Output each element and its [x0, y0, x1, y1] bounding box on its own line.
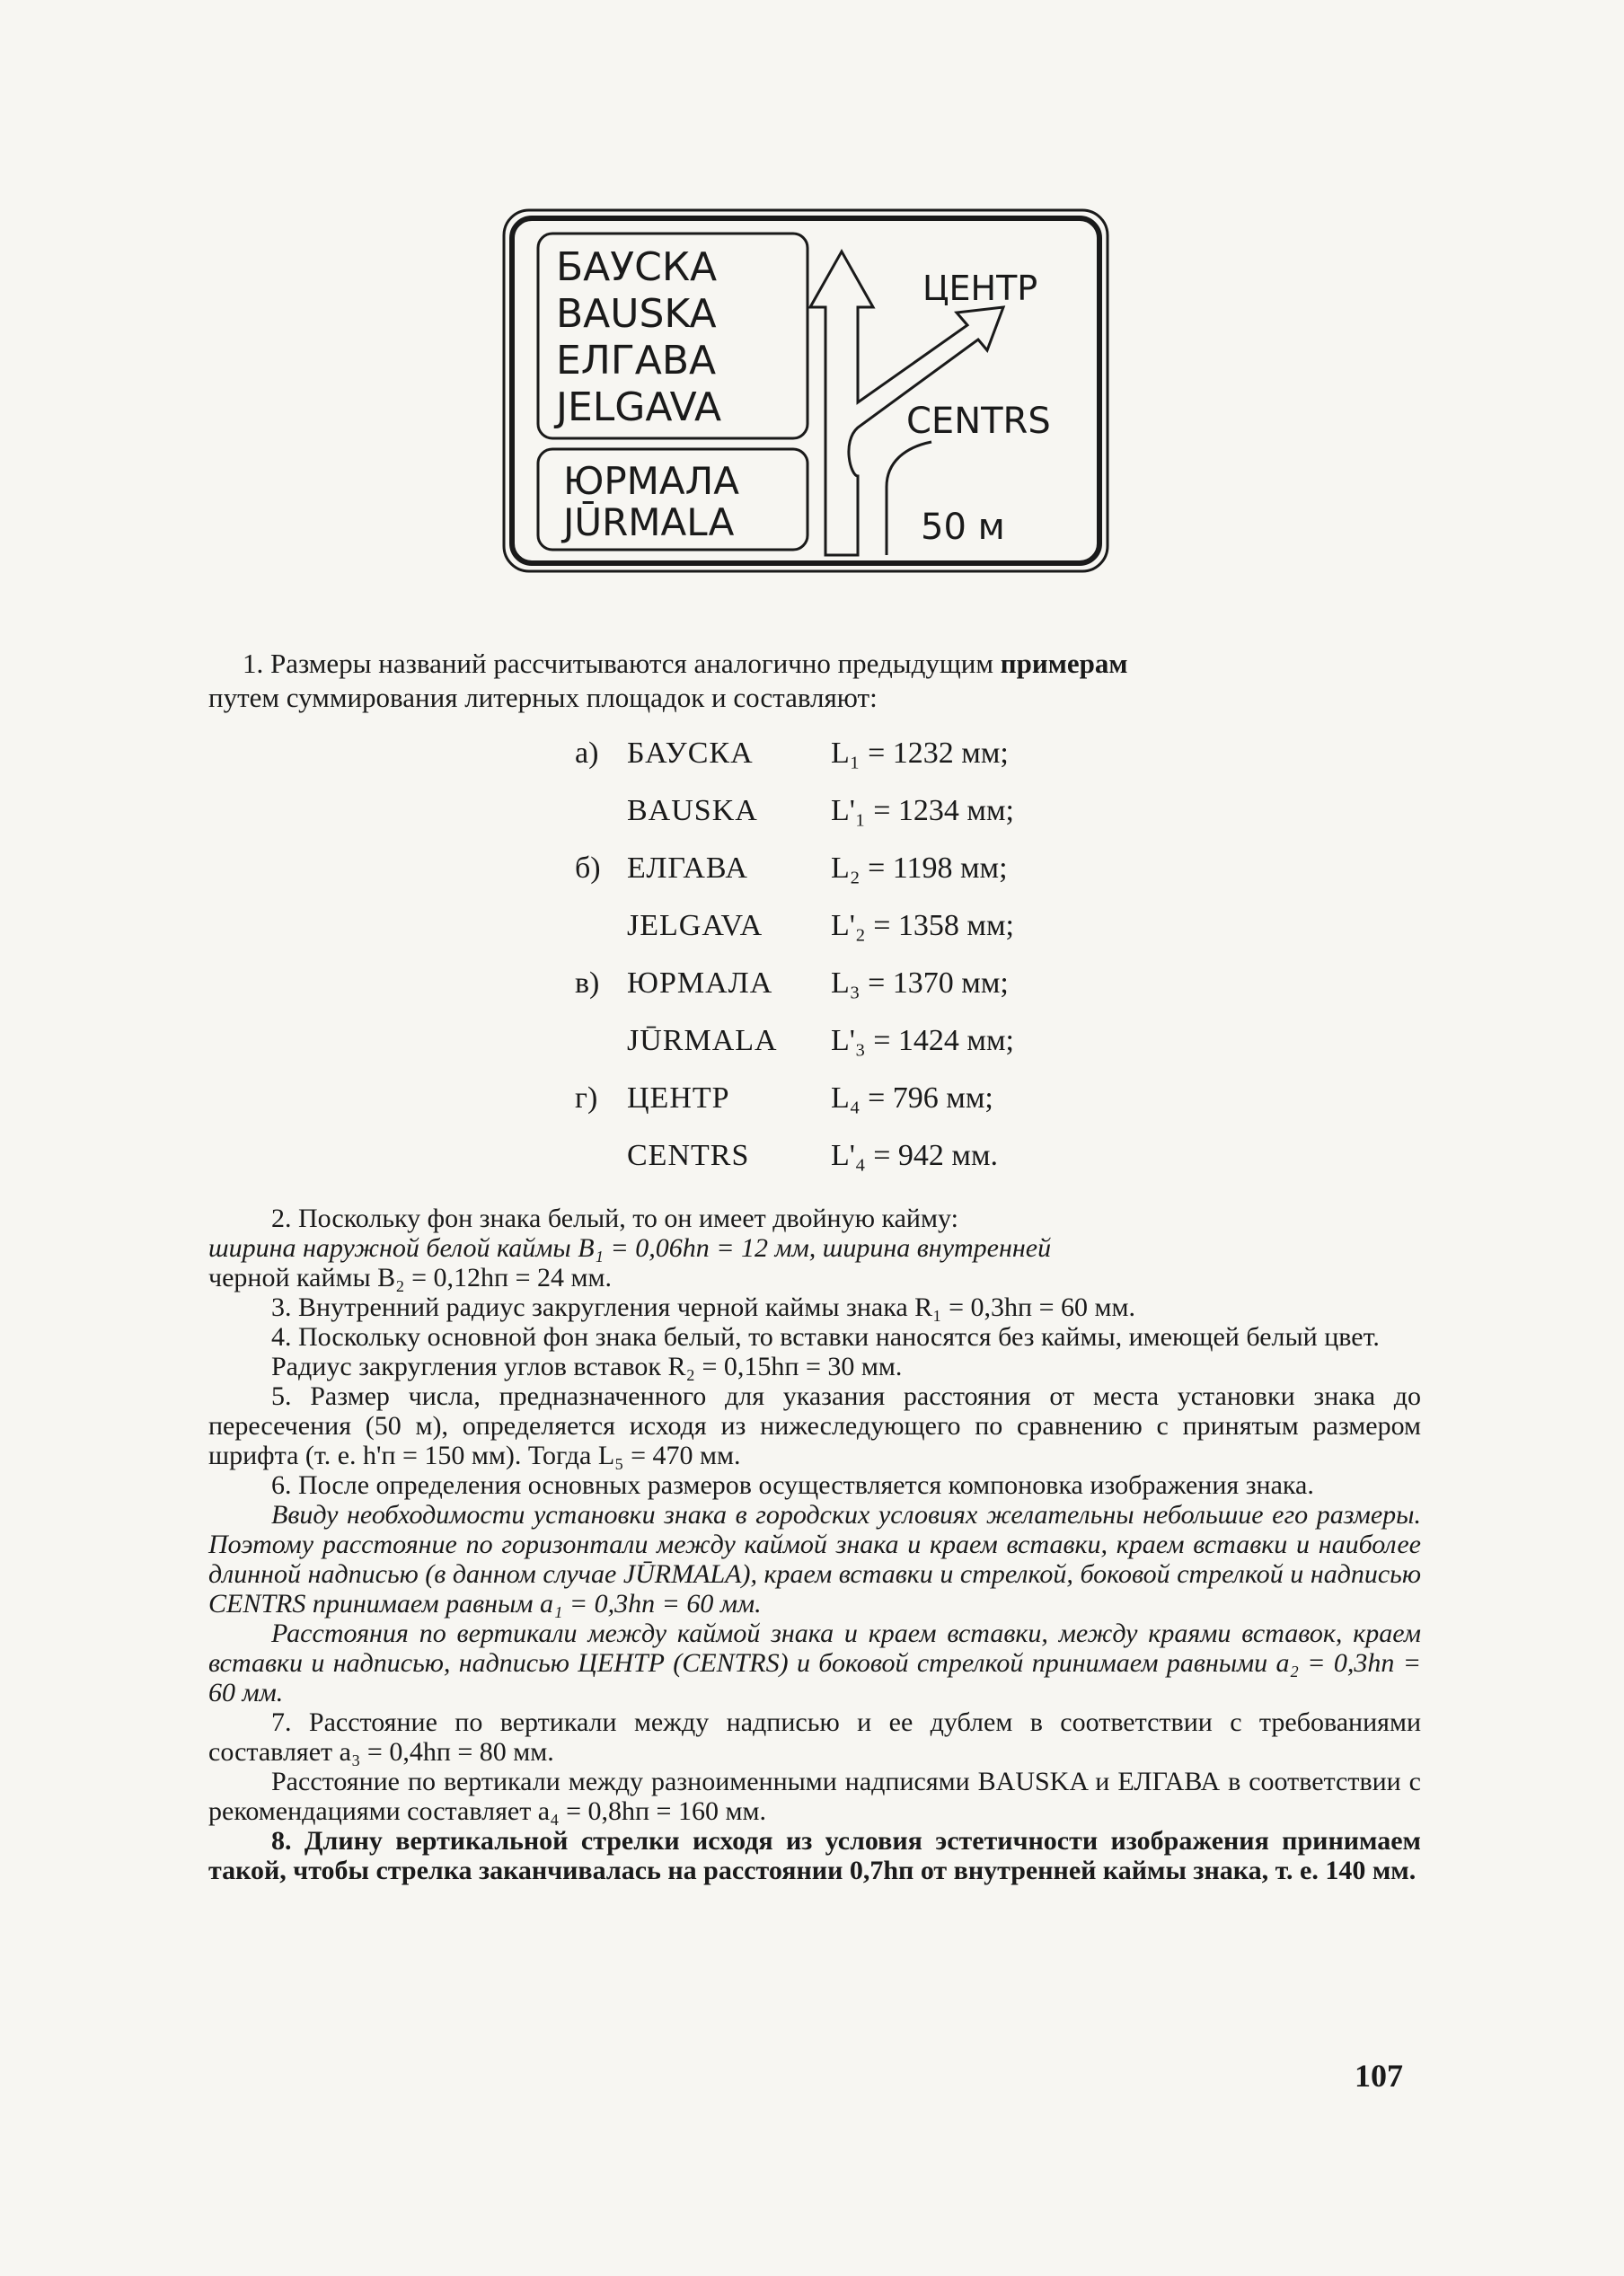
paragraph-4: 4. Поскольку основной фон знака белый, то вставки наносятся без каймы, имеющей белый цвет. — [271, 1322, 1380, 1352]
item-1-text-a: 1. Размеры названий рассчитываются аналогично предыдущим — [243, 648, 1001, 679]
item-1-line-2: путем суммирования литерных площадок и составляют: — [208, 682, 878, 713]
list-label: а) — [575, 737, 599, 770]
paragraph-4b: Радиус закругления углов вставок R₂ = 0,15hп = 30 мм. — [271, 1352, 903, 1381]
list-name: БАУСКА — [627, 737, 754, 770]
road-sign-figure — [500, 207, 1111, 575]
list-item — [575, 851, 1186, 909]
paragraph-6: 6. После определения основных размеров осуществляется компоновка изображения знака. — [271, 1470, 1314, 1500]
list-name: BAUSKA — [627, 794, 758, 827]
paragraph-7b: Расстояние по вертикали между разноименными надписями BAUSKA и ЕЛГАВА в соответствии с рекомендациями составляет a₄ = 0,8hп = 160 мм. — [208, 1767, 1421, 1826]
list-value: L'₁ = 1234 мм; — [831, 794, 1014, 827]
list-name: ЦЕНТР — [627, 1081, 730, 1115]
list-value: L₁ = 1232 мм; — [831, 737, 1009, 770]
list-value: L'₄ = 942 мм. — [831, 1139, 998, 1172]
paragraph-5: 5. Размер числа, предназначенного для указания расстояния от места установки знака до пересечения (50 м), определяется исходя из нижеследующего по сравнению с принятым размером шрифта (т. е. h'п = 150 мм). Тогда L₅ = 470 мм. — [208, 1381, 1421, 1470]
list-label: б) — [575, 851, 601, 885]
list-name: ЮРМАЛА — [627, 966, 773, 1000]
list-name: JELGAVA — [627, 909, 763, 942]
sign-right-mid: CENTRS — [906, 401, 1051, 442]
item-1 — [208, 647, 1421, 715]
sign-lower-line-1: ЮРМАЛА — [563, 459, 739, 503]
item-1-bold: примерам — [1000, 648, 1128, 679]
sign-left-line-1: БАУСКА — [556, 244, 718, 290]
paragraph-7: 7. Расстояние по вертикали между надписью и ее дублем в соответствии с требованиями составляет a₃ = 0,4hп = 80 мм. — [208, 1707, 1421, 1767]
sign-left-line-2: BAUSKA — [556, 291, 717, 337]
list-item — [575, 909, 1186, 966]
sign-left-line-4: JELGAVA — [556, 384, 722, 430]
paragraph-3: 3. Внутренний радиус закругления черной каймы знака R₁ = 0,3hп = 60 мм. — [271, 1292, 1135, 1322]
list-value: L₄ = 796 мм; — [831, 1081, 993, 1115]
list-value: L₃ = 1370 мм; — [831, 966, 1009, 1000]
list-item — [575, 794, 1186, 851]
paragraph-6c: Расстояния по вертикали между каймой знака и краем вставки, между краями вставок, краем вставки и надписью, надписью ЦЕНТР (CENTRS) и боковой стрелкой принимаем равными a₂ = 0,3hп = 60 мм. — [208, 1619, 1421, 1707]
list-item — [575, 737, 1186, 794]
paragraph-2: 2. Поскольку фон знака белый, то он имеет двойную кайму: — [271, 1204, 958, 1233]
lengths-list — [575, 737, 1186, 1196]
list-label: в) — [575, 966, 600, 1000]
list-name: JŪRMALA — [627, 1024, 778, 1057]
sign-distance: 50 м — [921, 507, 1005, 548]
paragraph-2-end: черной каймы B₂ = 0,12hп = 24 мм. — [208, 1263, 612, 1292]
sign-left-line-3: ЕЛГАВА — [556, 338, 717, 384]
sign-drawing — [500, 207, 1111, 575]
list-label: г) — [575, 1081, 598, 1115]
list-value: L₂ = 1198 мм; — [831, 851, 1008, 885]
list-item — [575, 1139, 1186, 1196]
list-item — [575, 966, 1186, 1024]
body-text — [208, 1204, 1421, 1885]
sign-right-top: ЦЕНТР — [922, 269, 1038, 308]
list-value: L'₂ = 1358 мм; — [831, 909, 1014, 942]
item-1-line-1 — [208, 647, 1421, 681]
list-value: L'₃ = 1424 мм; — [831, 1024, 1014, 1057]
list-name: CENTRS — [627, 1139, 750, 1172]
sign-lower-line-2: JŪRMALA — [563, 500, 735, 544]
paragraph-6b: Ввиду необходимости установки знака в городских условиях желательны небольшие его размеры. Поэтому расстояние по горизонтали между каймой знака и краем вставки, краем вставки и наиболее длинной надписью (в данном случае JŪRMALA), краем вставки и стрелкой, боковой стрелкой и надписью CENTRS принимаем равным a₁ = 0,3hп = 60 мм. — [208, 1500, 1421, 1619]
list-item — [575, 1081, 1186, 1139]
list-item — [575, 1024, 1186, 1081]
paragraph-8: 8. Длину вертикальной стрелки исходя из условия эстетичности изображения принимаем такой, чтобы стрелка заканчивалась на расстоянии 0,7hп от внутренней каймы знака, т. е. 140 мм. — [208, 1826, 1421, 1885]
page-number: 107 — [1355, 2058, 1403, 2094]
paragraph-2-italic: ширина наружной белой каймы B₁ = 0,06hп = 12 мм, ширина внутренней — [208, 1233, 1052, 1263]
list-name: ЕЛГАВА — [627, 851, 748, 885]
